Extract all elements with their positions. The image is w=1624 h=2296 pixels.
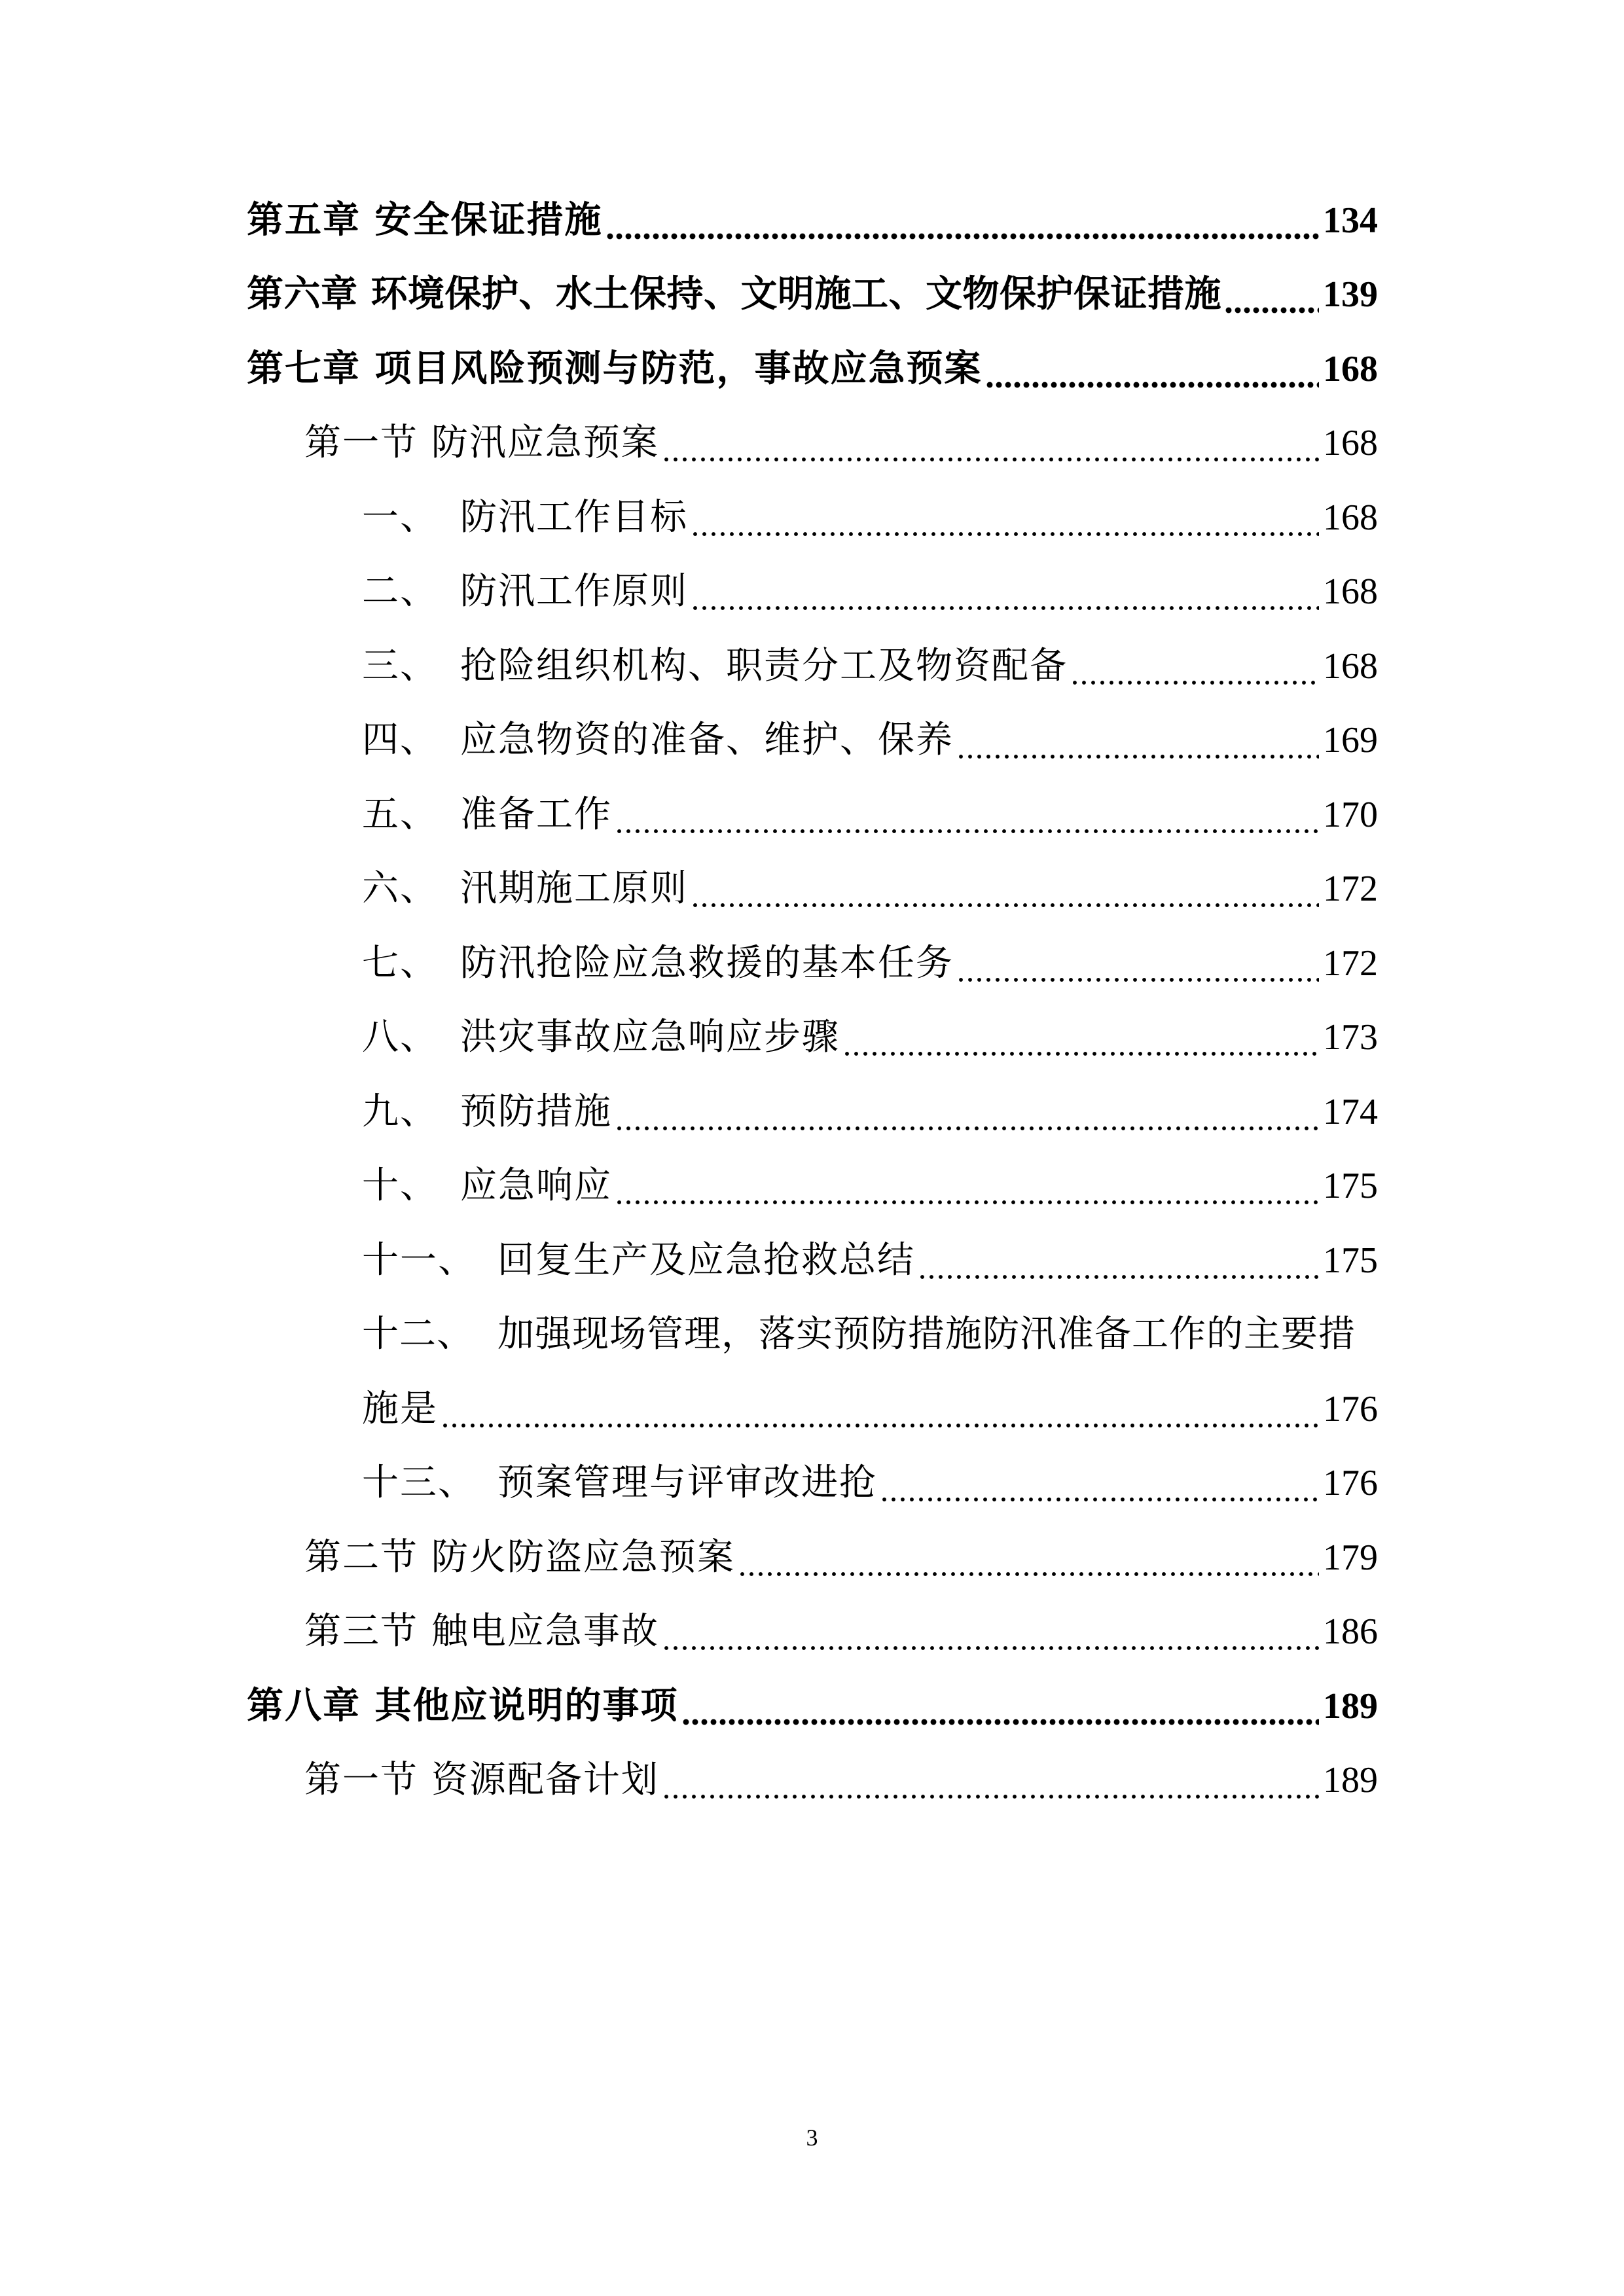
entry-marker: 九、 xyxy=(362,1090,438,1133)
dot-leader xyxy=(615,1086,1319,1138)
toc-entry-item-4[interactable] xyxy=(0,714,1624,789)
entry-title: 项目风险预测与防范，事故应急预案 xyxy=(374,348,983,390)
entry-title: 抢险组织机构、职责分工及物资配备 xyxy=(460,645,1068,687)
toc-entry-chapter-8[interactable] xyxy=(0,1680,1624,1755)
entry-title: 防火防盗应急预案 xyxy=(431,1536,735,1579)
entry-marker: 第三节 xyxy=(304,1610,418,1653)
entry-marker: 一、 xyxy=(362,496,438,539)
entry-page-number: 168 xyxy=(1323,646,1378,687)
entry-page-number: 168 xyxy=(1323,423,1378,463)
entry-page-number: 189 xyxy=(1323,1760,1378,1801)
entry-title: 回复生产及应急抢救总结 xyxy=(497,1239,915,1282)
entry-page-number: 174 xyxy=(1323,1092,1378,1132)
dot-leader xyxy=(662,1754,1319,1806)
entry-marker: 五、 xyxy=(362,793,438,836)
dot-leader xyxy=(662,417,1319,469)
dot-leader xyxy=(691,565,1319,618)
entry-page-number: 186 xyxy=(1323,1611,1378,1652)
entry-marker: 第五章 xyxy=(247,199,361,242)
entry-marker: 第七章 xyxy=(247,348,361,390)
toc-entry-section-7-3[interactable] xyxy=(0,1605,1624,1680)
entry-page-number: 168 xyxy=(1323,497,1378,538)
entry-marker: 第八章 xyxy=(247,1685,361,1727)
dot-leader xyxy=(842,1011,1319,1064)
toc-entry-item-5[interactable] xyxy=(0,789,1624,863)
entry-title: 加强现场管理，落实预防措施防汛准备工作的主要措 xyxy=(497,1313,1356,1355)
toc-entry-chapter-7[interactable] xyxy=(0,343,1624,418)
entry-title: 防汛工作目标 xyxy=(460,496,688,539)
toc-entry-item-1[interactable] xyxy=(0,492,1624,566)
entry-marker: 三、 xyxy=(362,645,438,687)
toc-entry-chapter-6[interactable] xyxy=(0,268,1624,343)
entry-page-number: 168 xyxy=(1323,349,1378,389)
entry-title: 预防措施 xyxy=(460,1090,612,1133)
entry-title: 预案管理与评审改进抢 xyxy=(497,1462,877,1504)
page-number-footer: 3 xyxy=(806,2125,818,2151)
entry-title: 洪灾事故应急响应步骤 xyxy=(460,1016,840,1058)
entry-marker: 四、 xyxy=(362,719,438,761)
toc-entry-chapter-5[interactable] xyxy=(0,194,1624,269)
entry-marker: 十一、 xyxy=(362,1239,476,1282)
dot-leader xyxy=(956,937,1319,990)
entry-page-number: 170 xyxy=(1323,795,1378,835)
entry-title: 准备工作 xyxy=(460,793,612,836)
entry-marker: 第二节 xyxy=(304,1536,418,1579)
dot-leader xyxy=(1070,640,1319,692)
dot-leader xyxy=(662,1605,1319,1658)
toc-entry-item-11[interactable] xyxy=(0,1234,1624,1309)
dot-leader xyxy=(918,1234,1319,1287)
dot-leader xyxy=(691,863,1319,915)
entry-marker: 八、 xyxy=(362,1016,438,1058)
entry-page-number: 134 xyxy=(1323,200,1378,241)
entry-page-number: 168 xyxy=(1323,571,1378,612)
dot-leader xyxy=(1224,268,1319,321)
entry-page-number: 169 xyxy=(1323,720,1378,761)
toc-entry-item-12[interactable] xyxy=(0,1308,1624,1383)
entry-marker: 十、 xyxy=(362,1164,438,1207)
dot-leader xyxy=(985,343,1320,395)
entry-marker: 七、 xyxy=(362,942,438,984)
toc-entry-item-8[interactable] xyxy=(0,1011,1624,1086)
entry-page-number: 173 xyxy=(1323,1017,1378,1058)
entry-title: 应急物资的准备、维护、保养 xyxy=(460,719,954,761)
entry-page-number: 176 xyxy=(1323,1463,1378,1503)
toc-entry-item-12-continued[interactable] xyxy=(0,1383,1624,1458)
entry-page-number: 176 xyxy=(1323,1389,1378,1429)
entry-title: 防汛工作原则 xyxy=(460,570,688,613)
entry-marker: 十三、 xyxy=(362,1462,476,1504)
entry-page-number: 175 xyxy=(1323,1166,1378,1206)
toc-entry-item-3[interactable] xyxy=(0,640,1624,715)
entry-title: 触电应急事故 xyxy=(431,1610,659,1653)
entry-title: 防汛抢险应急救援的基本任务 xyxy=(460,942,954,984)
entry-page-number: 139 xyxy=(1323,274,1378,315)
entry-marker: 第六章 xyxy=(247,273,358,315)
dot-leader xyxy=(880,1457,1319,1509)
entry-title: 防汛应急预案 xyxy=(431,422,659,464)
toc-entry-item-9[interactable] xyxy=(0,1086,1624,1160)
dot-leader xyxy=(738,1532,1319,1584)
dot-leader xyxy=(681,1680,1320,1732)
entry-page-number: 172 xyxy=(1323,869,1378,909)
entry-title: 安全保证措施 xyxy=(374,199,603,242)
entry-page-number: 172 xyxy=(1323,943,1378,984)
toc-entry-item-6[interactable] xyxy=(0,863,1624,937)
entry-marker: 六、 xyxy=(362,867,438,910)
toc-entry-section-7-1[interactable] xyxy=(0,417,1624,492)
dot-leader xyxy=(605,194,1320,247)
entry-title: 其他应说明的事项 xyxy=(374,1685,679,1727)
entry-page-number: 189 xyxy=(1323,1686,1378,1727)
toc-entry-section-7-2[interactable] xyxy=(0,1532,1624,1606)
entry-page-number: 179 xyxy=(1323,1537,1378,1578)
entry-marker: 二、 xyxy=(362,570,438,613)
dot-leader xyxy=(691,492,1319,544)
dot-leader xyxy=(615,789,1319,841)
entry-title: 环境保护、水土保持、文明施工、文物保护保证措施 xyxy=(370,273,1221,315)
entry-title: 汛期施工原则 xyxy=(460,867,688,910)
entry-title-continued: 施是 xyxy=(362,1388,438,1430)
entry-page-number: 175 xyxy=(1323,1240,1378,1281)
dot-leader xyxy=(441,1383,1319,1435)
toc-entry-section-8-1[interactable] xyxy=(0,1754,1624,1829)
entry-marker: 十二、 xyxy=(362,1313,474,1355)
dot-leader xyxy=(956,714,1319,766)
dot-leader xyxy=(615,1160,1319,1212)
entry-marker: 第一节 xyxy=(304,1759,418,1801)
toc-entry-item-13[interactable] xyxy=(0,1457,1624,1532)
entry-title: 资源配备计划 xyxy=(431,1759,659,1801)
entry-title: 应急响应 xyxy=(460,1164,612,1207)
entry-marker: 第一节 xyxy=(304,422,418,464)
toc-entry-item-10[interactable] xyxy=(0,1160,1624,1234)
toc-entry-item-2[interactable] xyxy=(0,565,1624,640)
toc-entry-item-7[interactable] xyxy=(0,937,1624,1012)
